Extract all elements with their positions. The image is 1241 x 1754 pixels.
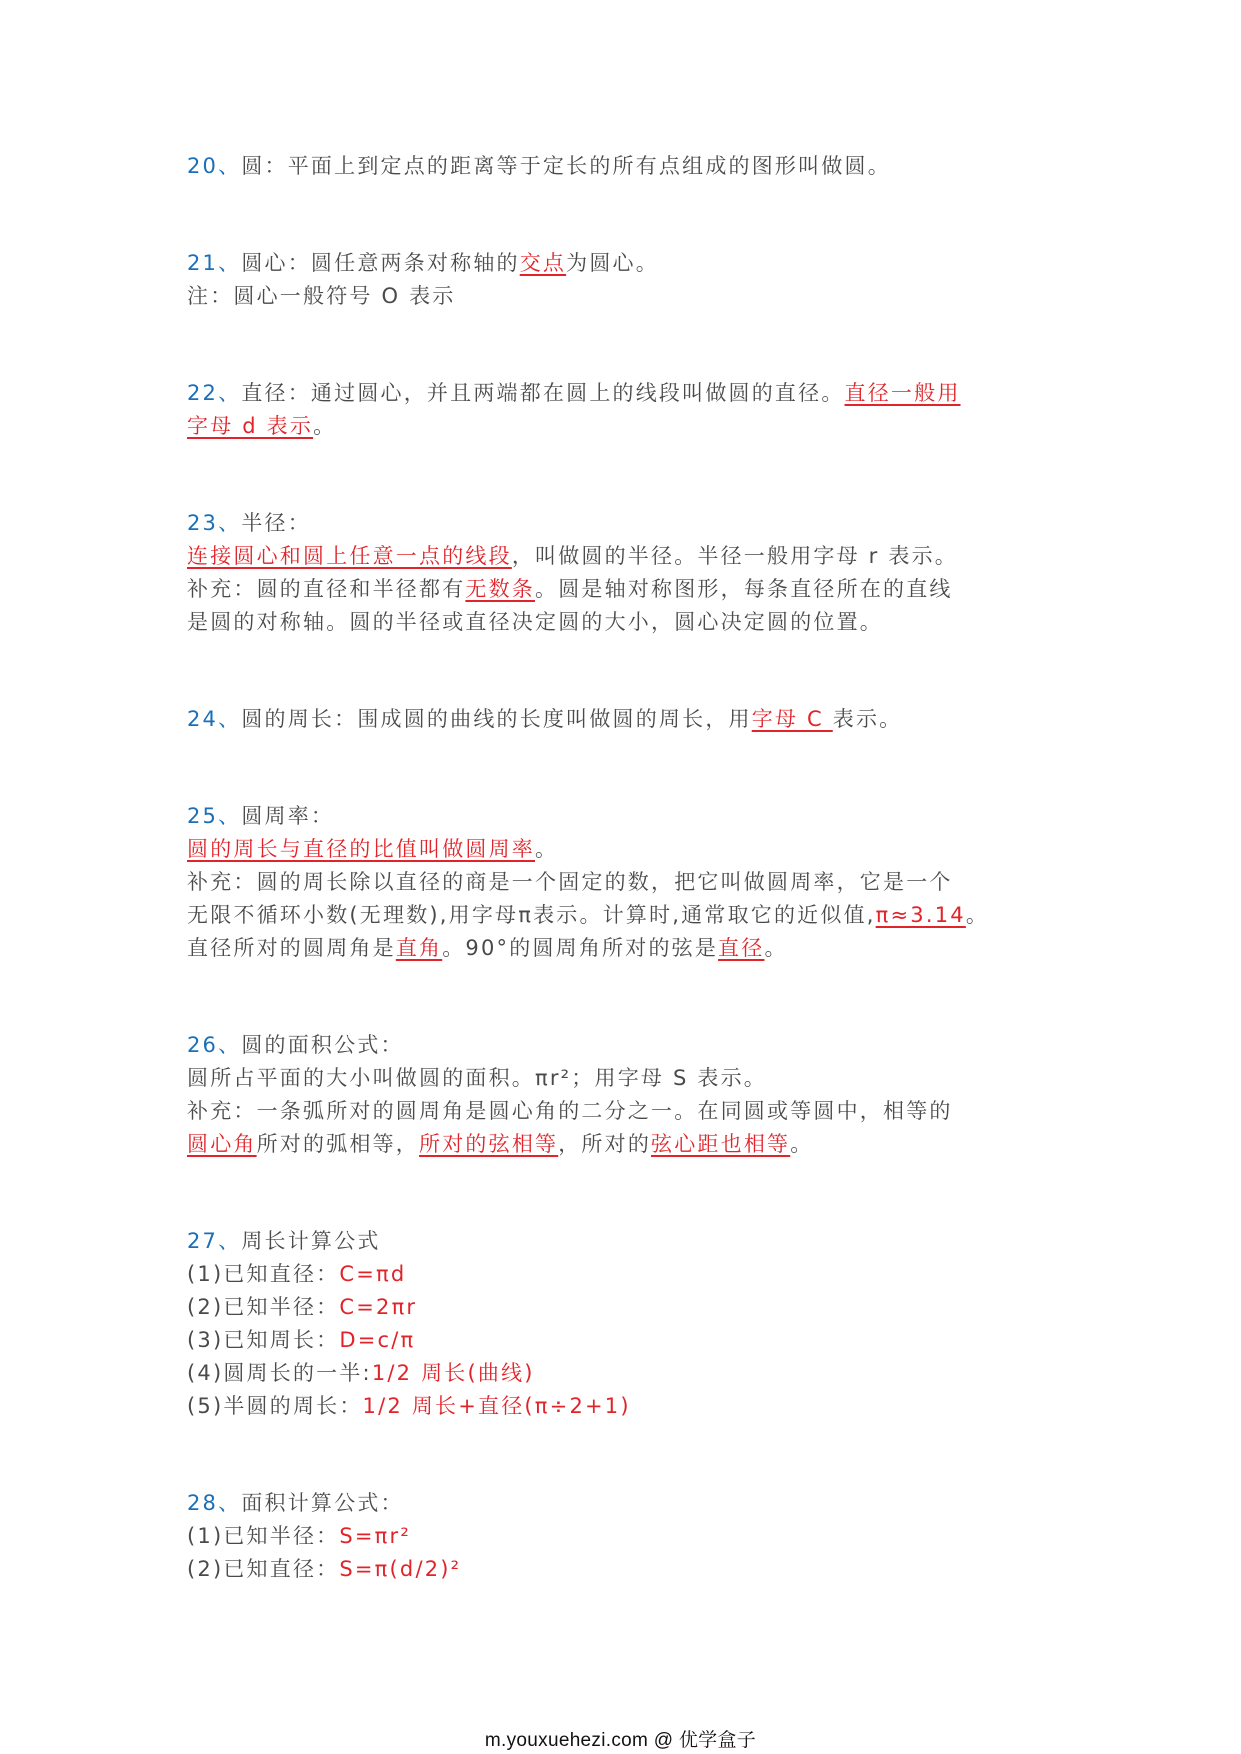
highlighted-term: 直径 [718, 936, 765, 960]
body-text: 。 [535, 837, 559, 861]
item-number: 20、 [187, 154, 242, 178]
body-text: 补充：圆的直径和半径都有 [187, 577, 466, 601]
text-line [187, 247, 1067, 280]
item-number: 22、 [187, 381, 242, 405]
section-26 [187, 1029, 1067, 1161]
formula-text: C=πd [339, 1262, 407, 1286]
item-number: 28、 [187, 1491, 242, 1515]
highlighted-term: 直径一般用 [844, 381, 961, 405]
body-text: 。 [790, 1132, 814, 1156]
section-gap [187, 313, 1067, 377]
body-text: 表示。 [832, 707, 903, 731]
formula-text: S=πr² [339, 1524, 411, 1548]
body-text: 圆的周长：围成圆的曲线的长度叫做圆的周长，用 [241, 707, 752, 731]
body-text: 周长计算公式 [241, 1229, 381, 1253]
text-line [187, 1062, 1067, 1095]
body-text: 直径所对的圆周角是 [187, 936, 396, 960]
text-line [187, 1258, 1067, 1291]
body-text: 面积计算公式： [241, 1491, 404, 1515]
item-number: 24、 [187, 707, 242, 731]
highlighted-term: 字母 C [751, 707, 833, 731]
text-line [187, 150, 1067, 183]
section-25 [187, 800, 1067, 965]
body-text: (4)圆周长的一半: [187, 1361, 372, 1385]
item-number: 23、 [187, 511, 242, 535]
section-22 [187, 377, 1067, 443]
body-text: 。 [764, 936, 788, 960]
item-number: 21、 [187, 251, 242, 275]
text-line [187, 1553, 1067, 1586]
text-line [187, 1029, 1067, 1062]
text-line [187, 899, 1067, 932]
section-21 [187, 247, 1067, 313]
text-line [187, 1520, 1067, 1553]
item-number: 26、 [187, 1033, 242, 1057]
body-text: 所对的弧相等， [256, 1132, 420, 1156]
text-line [187, 540, 1067, 573]
item-number: 25、 [187, 804, 242, 828]
body-text: (2)已知直径： [187, 1557, 340, 1581]
body-text: (1)已知直径： [187, 1262, 340, 1286]
body-text: 。 [965, 903, 990, 927]
page-footer: m.youxuehezi.com @ 优学盒子 [484, 1730, 757, 1751]
text-line [187, 866, 1067, 899]
section-gap [187, 639, 1067, 703]
highlighted-term: 交点 [519, 251, 567, 275]
highlighted-term: 字母 d 表示 [187, 414, 314, 438]
section-gap [187, 443, 1067, 507]
body-text: 。圆是轴对称图形，每条直径所在的直线 [535, 577, 953, 601]
body-text: 无限不循环小数(无理数),用字母π表示。计算时,通常取它的近似值, [187, 903, 876, 927]
text-line [187, 1291, 1067, 1324]
section-gap [187, 1423, 1067, 1487]
body-text: 。 [313, 414, 337, 438]
body-text: (5)半圆的周长： [187, 1394, 363, 1418]
text-line [187, 377, 1067, 410]
formula-text: C=2πr [339, 1295, 418, 1319]
section-28 [187, 1487, 1067, 1586]
text-line [187, 833, 1067, 866]
body-text: 是圆的对称轴。圆的半径或直径决定圆的大小，圆心决定圆的位置。 [187, 610, 883, 634]
text-line [187, 1390, 1067, 1423]
section-gap [187, 183, 1067, 247]
highlighted-term: 连接圆心和圆上任意一点的线段 [187, 544, 512, 568]
body-text: 注：圆心一般符号 O 表示 [187, 284, 456, 308]
formula-text: D=c/π [339, 1328, 416, 1352]
text-line [187, 606, 1067, 639]
section-gap [187, 965, 1067, 1029]
text-line [187, 1357, 1067, 1390]
body-text: ，叫做圆的半径。半径一般用字母 r 表示。 [511, 544, 958, 568]
body-text: ，所对的 [558, 1132, 652, 1156]
formula-text: 1/2 周长(曲线) [371, 1361, 535, 1385]
section-gap [187, 736, 1067, 800]
text-line [187, 410, 1067, 443]
body-text: 圆的面积公式： [241, 1033, 404, 1057]
text-line [187, 800, 1067, 833]
section-20 [187, 150, 1067, 183]
body-text: (2)已知半径： [187, 1295, 340, 1319]
text-line [187, 1225, 1067, 1258]
body-text: 直径：通过圆心，并且两端都在圆上的线段叫做圆的直径。 [241, 381, 845, 405]
text-line [187, 1324, 1067, 1357]
body-text: (3)已知周长： [187, 1328, 340, 1352]
highlighted-term: 所对的弦相等 [419, 1132, 559, 1156]
text-line [187, 507, 1067, 540]
section-23 [187, 507, 1067, 639]
item-number: 27、 [187, 1229, 242, 1253]
section-27 [187, 1225, 1067, 1423]
body-text: 。90°的圆周角所对的弦是 [442, 936, 719, 960]
body-text: 为圆心。 [566, 251, 659, 275]
text-line [187, 703, 1067, 736]
formula-text: S=π(d/2)² [339, 1557, 462, 1581]
document-body [187, 150, 1067, 1586]
highlighted-term: 圆的周长与直径的比值叫做圆周率 [187, 837, 535, 861]
text-line [187, 280, 1067, 313]
highlighted-term: 圆心角 [187, 1132, 257, 1156]
text-line [187, 1487, 1067, 1520]
highlighted-term: 弦心距也相等 [651, 1132, 791, 1156]
formula-text: 1/2 周长+直径(π÷2+1) [362, 1394, 631, 1418]
section-24 [187, 703, 1067, 736]
body-text: 半径： [241, 511, 311, 535]
body-text: 补充：圆的周长除以直径的商是一个固定的数，把它叫做圆周率，它是一个 [187, 870, 953, 894]
text-line [187, 932, 1067, 965]
text-line [187, 573, 1067, 606]
body-text: 圆所占平面的大小叫做圆的面积。πr²；用字母 S 表示。 [187, 1066, 767, 1090]
section-gap [187, 1161, 1067, 1225]
body-text: (1)已知半径： [187, 1524, 340, 1548]
body-text: 圆心：圆任意两条对称轴的 [241, 251, 520, 275]
body-text: 补充：一条弧所对的圆周角是圆心角的二分之一。在同圆或等圆中，相等的 [187, 1099, 953, 1123]
highlighted-term: 直角 [395, 936, 443, 960]
highlighted-term: 无数条 [465, 577, 536, 601]
text-line [187, 1095, 1067, 1128]
highlighted-term: π≈3.14 [875, 903, 966, 927]
text-line [187, 1128, 1067, 1161]
body-text: 圆：平面上到定点的距离等于定长的所有点组成的图形叫做圆。 [241, 154, 891, 178]
body-text: 圆周率： [241, 804, 335, 828]
